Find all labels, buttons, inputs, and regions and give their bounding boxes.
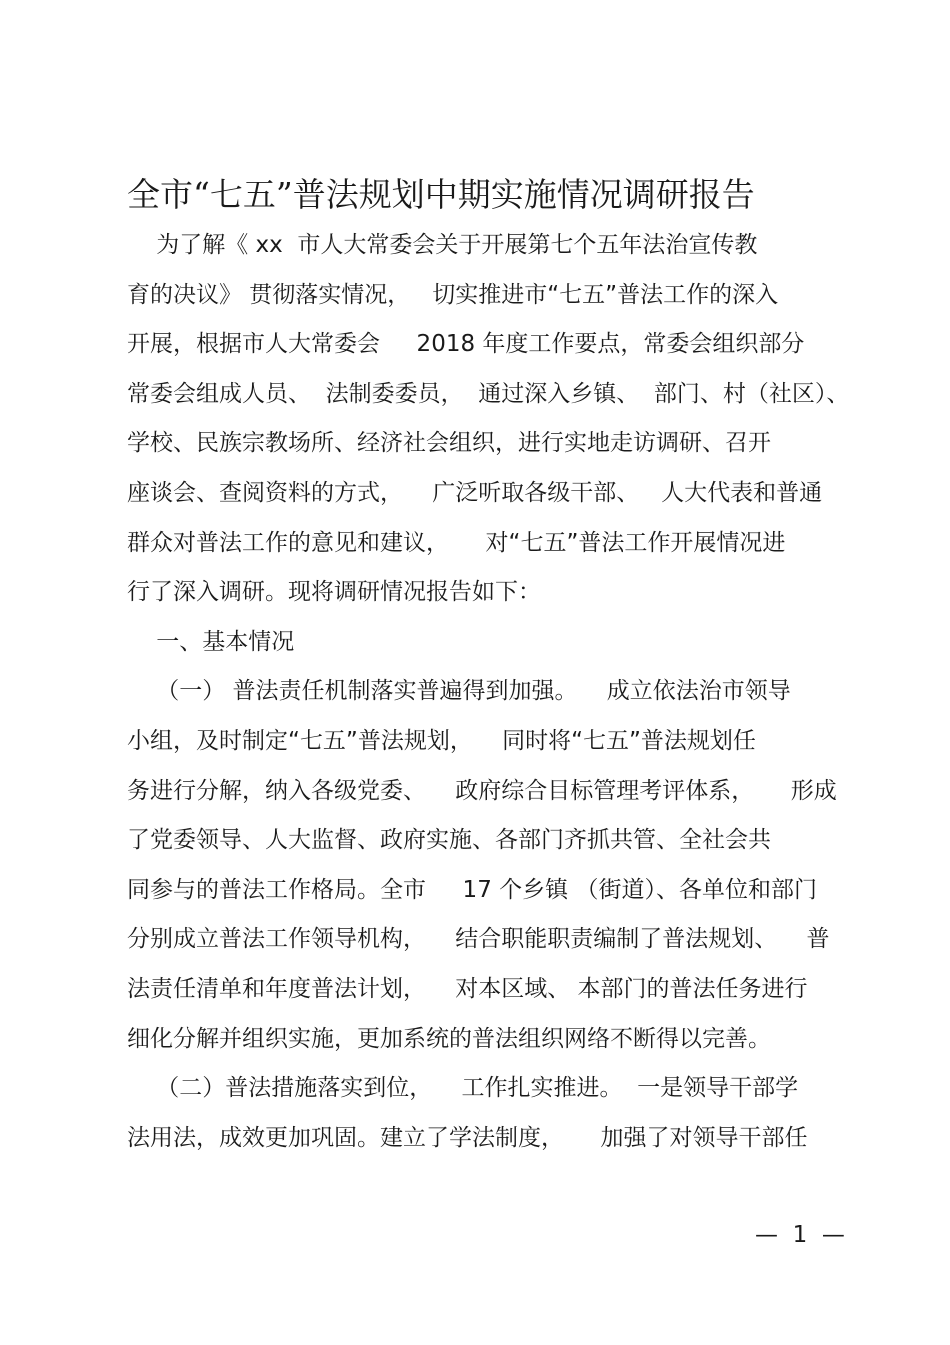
body-line: 一、基本情况 <box>127 628 295 655</box>
body-line: 了党委领导、人大监督、政府实施、各部门齐抓共管、全社会共 <box>127 827 771 854</box>
page-number: — 1 — <box>755 1222 845 1248</box>
body-line: 学校、民族宗教场所、经济社会组织，进行实地走访调研、召开 <box>127 430 771 457</box>
body-line: （一） 普法责任机制落实普遍得到加强。 成立依法治市领导 <box>127 678 791 705</box>
body-line: 行了深入调研。现将调研情况报告如下： <box>127 579 541 606</box>
body-line: 座谈会、查阅资料的方式， 广泛听取各级干部、 人大代表和普通 <box>127 480 823 506</box>
body-line: 开展，根据市人大常委会 2018 年度工作要点，常委会组织部分 <box>127 331 805 358</box>
body-line: 小组，及时制定“七五”普法规划， 同时将“七五”普法规划任 <box>127 728 756 754</box>
body-line: 务进行分解，纳入各级党委、 政府综合目标管理考评体系， 形成 <box>127 777 837 804</box>
body-line: 细化分解并组织实施，更加系统的普法组织网络不断得以完善。 <box>127 1025 771 1052</box>
body-line: 法用法，成效更加巩固。建立了学法制度， 加强了对领导干部任 <box>127 1124 808 1151</box>
body-line: （二）普法措施落实到位， 工作扎实推进。 一是领导干部学 <box>127 1075 799 1102</box>
body-line: 为了解《 xx 市人大常委会关于开展第七个五年法治宣传教 <box>127 232 758 258</box>
body-line: 群众对普法工作的意见和建议， 对“七五”普法工作开展情况进 <box>127 529 786 556</box>
body-line: 法责任清单和年度普法计划， 对本区域、 本部门的普法任务进行 <box>127 976 808 1002</box>
body-line: 育的决议》 贯彻落实情况， 切实推进市“七五”普法工作的深入 <box>127 281 779 308</box>
body-line: 常委会组成人员、 法制委委员， 通过深入乡镇、 部门、村（社区）、 <box>127 380 850 407</box>
document-title: 全市“七五”普法规划中期实施情况调研报告 <box>127 175 755 214</box>
body-line: 分别成立普法工作领导机构， 结合职能职责编制了普法规划、 普 <box>127 926 830 953</box>
body-line: 同参与的普法工作格局。全市 17 个乡镇 （街道）、各单位和部门 <box>127 876 817 903</box>
